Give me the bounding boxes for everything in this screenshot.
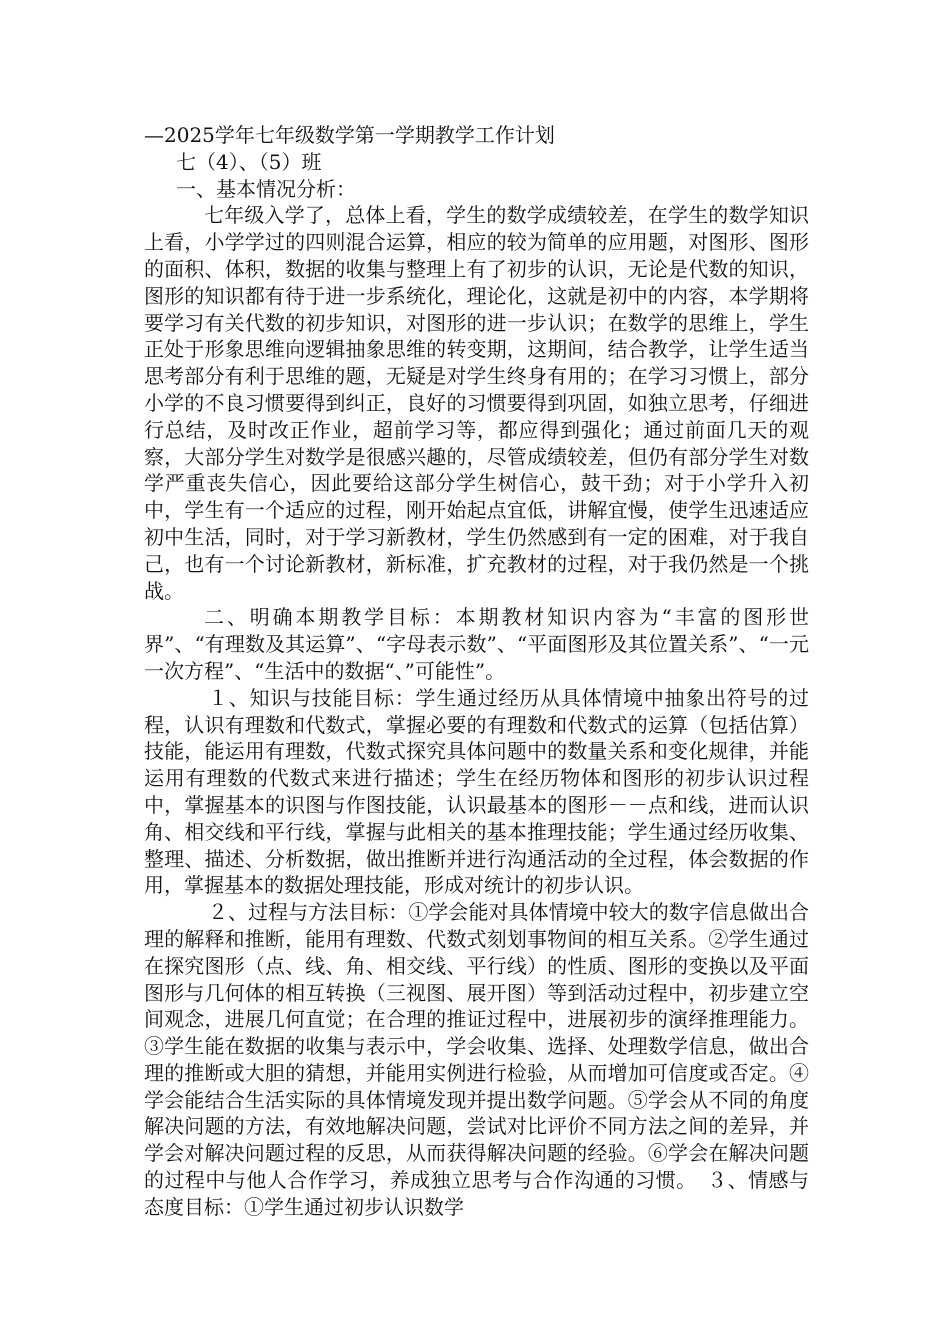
paragraph-knowledge-skills-goal: １、知识与技能目标：学生通过经历从具体情境中抽象出符号的过程，认识有理数和代数式，掌握必要的有理数和代数式的运算（包括估算）技能，能运用有理数，代数式探究具体问题中的数量关系和变化规律，并能运用有理数的代数式来进行描述；学生在经历物体和图形的初步认识过程中，掌握基本的识图与作图技能，认识最基本的图形－－点和线，进而认识角、相交线和平行线，掌握与此相关的基本推理技能；学生通过经历收集、整理、描述、分析数据，做出推断并进行沟通活动的全过程，体会数据的作用，掌握基本的数据处理技能，形成对统计的初步认识。 — [144, 685, 809, 898]
paragraph-process-method-goal: ２、过程与方法目标：①学会能对具体情境中较大的数字信息做出合理的解释和推断，能用有理数、代数式刻划事物间的相互关系。②学生通过在探究图形（点、线、角、相交线、平行线）的性质、图形的变换以及平面图形与几何体的相互转换（三视图、展开图）等到活动过程中，初步建立空间观念，进展几何直觉；在合理的推证过程中，进展初步的演绎推理能力。③学生能在数据的收集与表示中，学会收集、选择、处理数学信息，做出合理的推断或大胆的猜想，并能用实例进行检验，从而增加可信度或否定。④学会能结合生活实际的具体情境发现并提出数学问题。⑤学会从不同的角度解决问题的方法，有效地解决问题，尝试对比评价不同方法之间的差异，并学会对解决问题过程的反思，从而获得解决问题的经验。⑥学会在解决问题的过程中与他人合作学习，养成独立思考与合作沟通的习惯。 ３、情感与态度目标：①学生通过初步认识数学 — [144, 900, 809, 1219]
class-line: 七（4）、（5）班 — [176, 149, 322, 174]
document-title: —2025学年七年级数学第一学期教学工作计划 — [144, 123, 555, 147]
section-heading-basic-analysis: 一、基本情况分析： — [176, 176, 356, 201]
document-body — [144, 122, 809, 1221]
paragraph-basic-analysis: 七年级入学了，总体上看，学生的数学成绩较差，在学生的数学知识上看，小学学过的四则混合运算，相应的较为简单的应用题，对图形、图形的面积、体积，数据的收集与整理上有了初步的认识，无论是代数的知识，图形的知识都有待于进一步系统化，理论化，这就是初中的内容，本学期将要学习有关代数的初步知识，对图形的进一步认识；在数学的思维上，学生正处于形象思维向逻辑抽象思维的转变期，这期间，结合教学，让学生适当思考部分有利于思维的题，无疑是对学生终身有用的；在学习习惯上，部分小学的不良习惯要得到纠正，良好的习惯要得到巩固，如独立思考，仔细进行总结，及时改正作业，超前学习等，都应得到强化；通过前面几天的观察，大部分学生对数学是很感兴趣的，尽管成绩较差，但仍有部分学生对数学严重丧失信心，因此要给这部分学生树信心，鼓干劲；对于小学升入初中，学生有一个适应的过程，刚开始起点宜低，讲解宜慢，使学生迅速适应初中生活，同时，对于学习新教材，学生仍然感到有一定的困难，对于我自己，也有一个讨论新教材，新标准，扩充教材的过程，对于我仍然是一个挑战。 — [144, 203, 809, 603]
paragraph-teaching-goals: 二、明确本期教学目标：本期教材知识内容为“丰富的图形世界”、“有理数及其运算”、“字母表示数”、“平面图形及其位置关系”、“一元一次方程”、“生活中的数据“、”可能性”。 — [144, 605, 809, 683]
